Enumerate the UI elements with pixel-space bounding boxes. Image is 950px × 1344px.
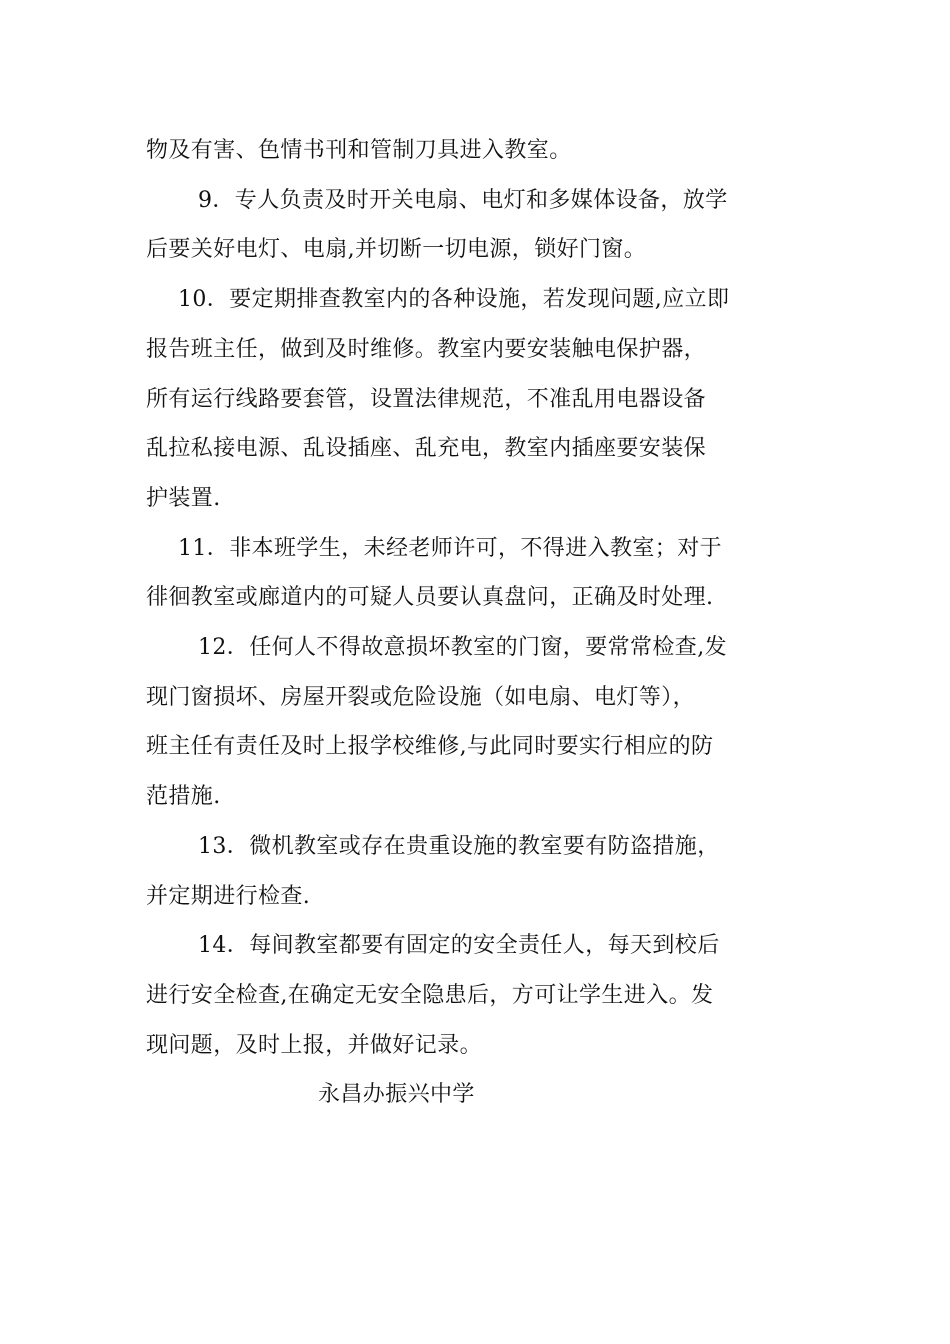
text-line: 现门窗损坏、房屋开裂或危险设施（如电扇、电灯等）， <box>146 684 696 710</box>
text-line: 所有运行线路要套管，设置法律规范，不准乱用电器设备 <box>146 386 707 412</box>
document-body <box>146 126 810 1120</box>
text-line: 物及有害、色情书刊和管制刀具进入教室。 <box>146 138 572 163</box>
text-line: 11．非本班学生，未经老师许可，不得进入教室；对于 <box>178 535 722 561</box>
text-line: 班主任有责任及时上报学校维修,与此同时要实行相应的防 <box>146 734 714 760</box>
paragraph-item-14 <box>146 921 810 1070</box>
text-line: 乱拉私接电源、乱设插座、乱充电，教室内插座要安装保 <box>146 436 707 462</box>
text-line: 报告班主任，做到及时维修。教室内要安装触电保护器， <box>146 336 707 362</box>
text-line: 范措施. <box>146 784 221 810</box>
text-line: 13．微机教室或存在贵重设施的教室要有防盗措施， <box>198 833 720 859</box>
text-line: 护装置. <box>146 485 221 511</box>
paragraph-item-9 <box>146 176 810 275</box>
text-line: 并定期进行检查. <box>146 883 311 909</box>
text-line: 12．任何人不得故意损坏教室的门窗，要常常检查,发 <box>198 635 727 661</box>
text-line: 9．专人负责及时开关电扇、电灯和多媒体设备，放学 <box>198 187 728 213</box>
paragraph-item-13 <box>146 822 810 921</box>
text-line: 现问题，及时上报，并做好记录。 <box>146 1032 483 1058</box>
text-line: 进行安全检查,在确定无安全隐患后，方可让学生进入。发 <box>146 982 714 1008</box>
text-line: 后要关好电灯、电扇,并切断一切电源，锁好门窗。 <box>146 237 647 263</box>
paragraph-item-12 <box>146 623 810 822</box>
paragraph-item-10 <box>146 275 810 524</box>
text-line: 14．每间教室都要有固定的安全责任人，每天到校后 <box>198 933 720 959</box>
text-line: 10．要定期排查教室内的各种设施，若发现问题,应立即 <box>178 287 730 313</box>
school-signature: 永昌办振兴中学 <box>318 1082 475 1108</box>
paragraph-continuation <box>146 126 810 176</box>
text-line: 徘徊教室或廊道内的可疑人员要认真盘问，正确及时处理. <box>146 585 714 611</box>
paragraph-item-11 <box>146 524 810 623</box>
